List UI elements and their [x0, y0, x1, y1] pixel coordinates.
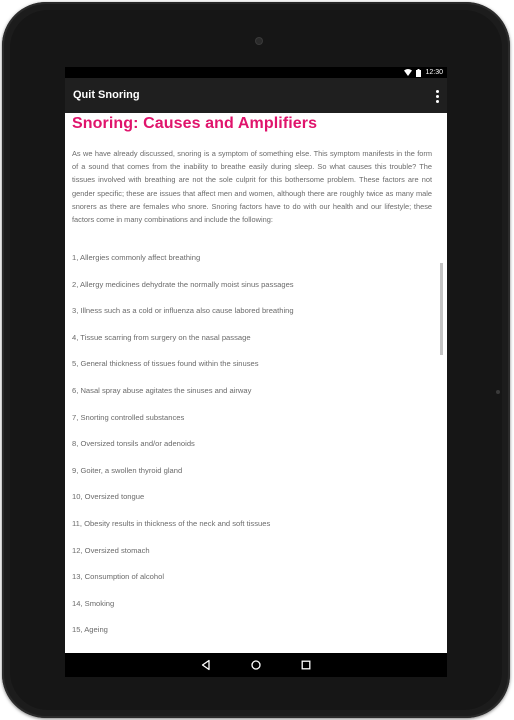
navigation-bar: [65, 653, 447, 677]
list-item: 8, Oversized tonsils and/or adenoids: [72, 439, 195, 449]
status-icons: [404, 67, 443, 78]
list-item: 7, Snorting controlled substances: [72, 412, 185, 422]
recent-apps-icon[interactable]: [300, 659, 312, 671]
list-item: 13, Consumption of alcohol: [72, 572, 165, 582]
front-camera: [256, 38, 262, 44]
home-icon[interactable]: [250, 659, 262, 671]
list-item: 2, Allergy medicines dehydrate the normally moist sinus passages: [72, 279, 294, 289]
list-item: 3, Illness such as a cold or influenza also cause labored breathing: [72, 306, 294, 316]
wifi-icon: [404, 69, 412, 76]
list-item: 5, General thickness of tissues found within the sinuses: [72, 359, 259, 369]
back-icon[interactable]: [200, 659, 212, 671]
list-item: 14, Smoking: [72, 598, 115, 608]
screen: [65, 67, 447, 677]
article-content[interactable]: [65, 113, 447, 653]
article-intro: As we have already discussed, snoring is a symptom of something else. This symptom manifests in the form of a sound that comes from the inability to breathe easily during sleep. So what causes this trouble? The tissues involved with breathing are not the sole culprit for this bothersome problem. These factors are not gender specific; these are issues that affect men and women, although there are roughly twice as many male snorers as there are females who snore. Snoring factors have to do with our health and our lifestyle; these factors come in many combinations and include the following:: [72, 149, 432, 225]
sensor-dot: [496, 390, 500, 394]
battery-icon: [416, 69, 421, 77]
status-time: 12:30: [425, 69, 443, 76]
list-item: 15, Ageing: [72, 625, 108, 635]
list-item: 12, Oversized stomach: [72, 545, 150, 555]
list-item: 9, Goiter, a swollen thyroid gland: [72, 465, 183, 475]
article-title: Snoring: Causes and Amplifiers: [72, 115, 318, 132]
status-bar: [65, 67, 447, 78]
more-vertical-icon[interactable]: [431, 86, 443, 106]
list-item: 6, Nasal spray abuse agitates the sinuses and airway: [72, 386, 252, 395]
list-item: 11, Obesity results in thickness of the neck and soft tissues: [72, 519, 271, 528]
list-item: 10, Oversized tongue: [72, 492, 145, 502]
scrollbar[interactable]: [440, 263, 443, 355]
app-title: Quit Snoring: [73, 89, 140, 101]
app-bar: [65, 78, 447, 113]
list-item: 4, Tissue scarring from surgery on the nasal passage: [72, 332, 251, 342]
list-item: 1, Allergies commonly affect breathing: [72, 253, 201, 262]
